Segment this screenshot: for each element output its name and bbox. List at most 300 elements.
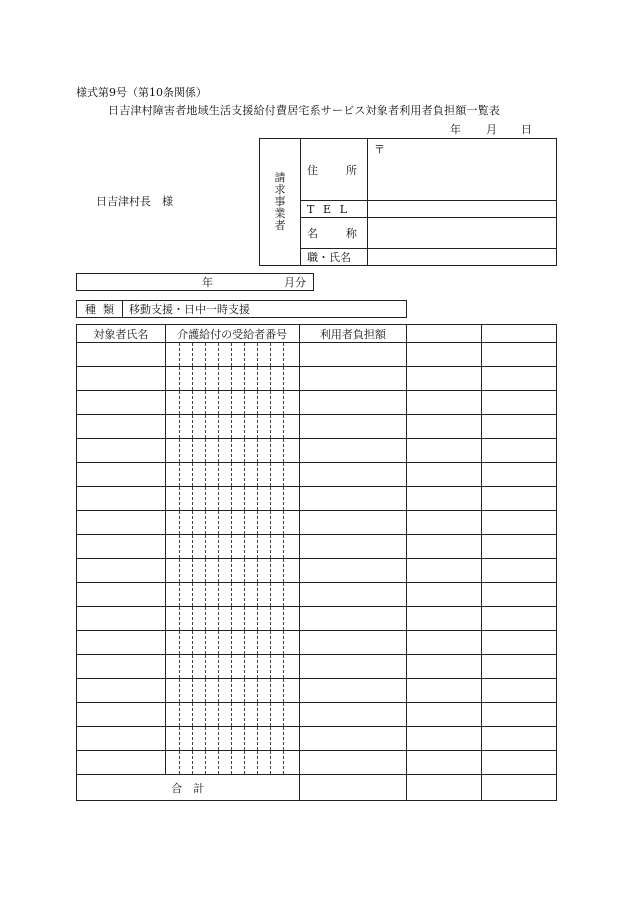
table-row	[77, 703, 557, 727]
total-row	[77, 775, 557, 801]
extra-cell-1[interactable]	[407, 439, 482, 463]
document-title: 日吉津村障害者地域生活支援給付費居宅系サービス対象者利用者負担額一覧表	[108, 104, 500, 117]
digit-separator	[218, 583, 219, 606]
digit-separator	[283, 655, 284, 678]
digit-separator	[205, 487, 206, 510]
recipient-number-cell[interactable]	[165, 367, 299, 391]
digit-separator	[205, 679, 206, 702]
extra-cell-2[interactable]	[482, 343, 557, 367]
digit-separator	[192, 343, 193, 366]
digit-separator	[218, 391, 219, 414]
digit-separator	[205, 727, 206, 750]
name-cell[interactable]	[77, 607, 166, 631]
digit-separator	[231, 727, 232, 750]
digit-separator	[257, 535, 258, 558]
digit-separator	[218, 343, 219, 366]
extra-cell-2[interactable]	[482, 511, 557, 535]
total-extra-cell-2[interactable]	[482, 775, 557, 801]
date-year-label: 年	[450, 123, 461, 136]
tel-label: T E L	[301, 201, 368, 217]
digit-separator	[257, 607, 258, 630]
extra-cell-1[interactable]	[407, 583, 482, 607]
digit-separator	[231, 415, 232, 438]
burden-amount-cell[interactable]	[299, 703, 407, 727]
recipient-number-cell[interactable]	[165, 535, 299, 559]
digit-separator	[192, 535, 193, 558]
digit-separator	[179, 727, 180, 750]
name-cell[interactable]	[77, 511, 166, 535]
digit-separator	[244, 439, 245, 462]
name-cell[interactable]	[77, 655, 166, 679]
col-header-extra-2	[482, 325, 557, 343]
table-row	[77, 367, 557, 391]
extra-cell-1[interactable]	[407, 727, 482, 751]
table-row	[77, 535, 557, 559]
burden-amount-cell[interactable]	[299, 679, 407, 703]
digit-separator	[270, 751, 271, 774]
digit-separator	[257, 727, 258, 750]
digit-separator	[270, 367, 271, 390]
digit-separator	[270, 535, 271, 558]
extra-cell-2[interactable]	[482, 439, 557, 463]
table-row	[77, 727, 557, 751]
digit-separator	[218, 535, 219, 558]
digit-separator	[218, 751, 219, 774]
extra-cell-1[interactable]	[407, 679, 482, 703]
digit-separator	[270, 487, 271, 510]
service-type-label: 種 類	[77, 301, 123, 317]
extra-cell-2[interactable]	[482, 487, 557, 511]
recipient-number-cell[interactable]	[165, 655, 299, 679]
digit-separator	[231, 463, 232, 486]
position-field[interactable]	[368, 248, 557, 265]
digit-separator	[179, 631, 180, 654]
digit-separator	[270, 559, 271, 582]
digit-separator	[283, 343, 284, 366]
date-day-label: 日	[521, 123, 532, 136]
digit-separator	[218, 439, 219, 462]
digit-separator	[270, 463, 271, 486]
digit-separator	[231, 607, 232, 630]
digit-separator	[192, 487, 193, 510]
table-row	[77, 439, 557, 463]
digit-separator	[283, 415, 284, 438]
extra-cell-2[interactable]	[482, 367, 557, 391]
digit-separator	[270, 511, 271, 534]
extra-cell-1[interactable]	[407, 367, 482, 391]
burden-amount-cell[interactable]	[299, 463, 407, 487]
digit-separator	[192, 511, 193, 534]
extra-cell-2[interactable]	[482, 607, 557, 631]
burden-amount-cell[interactable]	[299, 559, 407, 583]
digit-separator	[231, 631, 232, 654]
extra-cell-2[interactable]	[482, 535, 557, 559]
extra-cell-2[interactable]	[482, 463, 557, 487]
digit-separator	[218, 559, 219, 582]
name-cell[interactable]	[77, 559, 166, 583]
name-cell[interactable]	[77, 439, 166, 463]
digit-separator	[179, 511, 180, 534]
postal-mark: 〒	[374, 143, 385, 156]
col-header-recipient-number: 介護給付の受給者番号	[165, 325, 299, 343]
digit-separator	[192, 727, 193, 750]
digit-separator	[283, 679, 284, 702]
total-extra-cell-1[interactable]	[407, 775, 482, 801]
name-cell[interactable]	[77, 487, 166, 511]
digit-separator	[192, 703, 193, 726]
digit-separator	[283, 703, 284, 726]
digit-separator	[218, 655, 219, 678]
recipient-number-cell[interactable]	[165, 559, 299, 583]
digit-separator	[231, 535, 232, 558]
digit-separator	[179, 655, 180, 678]
digit-separator	[218, 511, 219, 534]
digit-separator	[283, 751, 284, 774]
position-label: 職・氏名	[301, 248, 368, 265]
digit-separator	[257, 415, 258, 438]
digit-separator	[257, 703, 258, 726]
digit-separator	[244, 511, 245, 534]
digit-separator	[179, 679, 180, 702]
digit-separator	[270, 727, 271, 750]
digit-separator	[283, 535, 284, 558]
digit-separator	[283, 391, 284, 414]
form-id: 様式第9号（第10条関係）	[76, 86, 207, 99]
name-cell[interactable]	[77, 415, 166, 439]
digit-separator	[179, 391, 180, 414]
digit-separator	[218, 367, 219, 390]
digit-separator	[244, 679, 245, 702]
digit-separator	[231, 391, 232, 414]
burden-amount-cell[interactable]	[299, 415, 407, 439]
burden-amount-cell[interactable]	[299, 487, 407, 511]
digit-separator	[270, 607, 271, 630]
extra-cell-1[interactable]	[407, 463, 482, 487]
burden-amount-cell[interactable]	[299, 343, 407, 367]
digit-separator	[192, 607, 193, 630]
digit-separator	[192, 391, 193, 414]
digit-separator	[283, 367, 284, 390]
extra-cell-2[interactable]	[482, 559, 557, 583]
name-cell[interactable]	[77, 751, 166, 775]
table-row	[77, 415, 557, 439]
digit-separator	[231, 703, 232, 726]
digit-separator	[270, 415, 271, 438]
recipient-number-cell[interactable]	[165, 679, 299, 703]
digit-separator	[192, 463, 193, 486]
digit-separator	[257, 511, 258, 534]
digit-separator	[205, 535, 206, 558]
burden-amount-cell[interactable]	[299, 607, 407, 631]
digit-separator	[244, 487, 245, 510]
recipient-number-cell[interactable]	[165, 631, 299, 655]
recipient-number-cell[interactable]	[165, 391, 299, 415]
recipient-number-cell[interactable]	[165, 607, 299, 631]
recipient-number-cell[interactable]	[165, 511, 299, 535]
digit-separator	[231, 487, 232, 510]
digit-separator	[244, 463, 245, 486]
digit-separator	[205, 511, 206, 534]
digit-separator	[270, 655, 271, 678]
col-header-name: 対象者氏名	[77, 325, 166, 343]
tel-field[interactable]	[368, 201, 557, 217]
digit-separator	[283, 463, 284, 486]
digit-separator	[179, 583, 180, 606]
extra-cell-1[interactable]	[407, 343, 482, 367]
digit-separator	[179, 703, 180, 726]
recipient-number-cell[interactable]	[165, 727, 299, 751]
digit-separator	[270, 439, 271, 462]
digit-separator	[270, 343, 271, 366]
digit-separator	[283, 631, 284, 654]
digit-separator	[205, 583, 206, 606]
name-cell[interactable]	[77, 391, 166, 415]
table-row	[77, 487, 557, 511]
extra-cell-2[interactable]	[482, 703, 557, 727]
table-row	[77, 463, 557, 487]
extra-cell-1[interactable]	[407, 631, 482, 655]
digit-separator	[192, 751, 193, 774]
digit-separator	[218, 679, 219, 702]
address-field[interactable]	[368, 139, 557, 201]
extra-cell-1[interactable]	[407, 655, 482, 679]
digit-separator	[257, 655, 258, 678]
extra-cell-2[interactable]	[482, 727, 557, 751]
digit-separator	[192, 415, 193, 438]
digit-separator	[257, 679, 258, 702]
name-label: 名 称	[301, 217, 368, 248]
name-cell[interactable]	[77, 535, 166, 559]
digit-separator	[257, 439, 258, 462]
digit-separator	[257, 343, 258, 366]
digit-separator	[192, 679, 193, 702]
name-field[interactable]	[368, 217, 557, 248]
digit-separator	[205, 703, 206, 726]
name-cell[interactable]	[77, 679, 166, 703]
table-row	[77, 679, 557, 703]
digit-separator	[257, 583, 258, 606]
digit-separator	[244, 727, 245, 750]
digit-separator	[283, 559, 284, 582]
table-row	[77, 583, 557, 607]
digit-separator	[244, 343, 245, 366]
period-month: 月分	[284, 276, 306, 289]
digit-separator	[205, 631, 206, 654]
extra-cell-2[interactable]	[482, 391, 557, 415]
digit-separator	[283, 607, 284, 630]
name-cell[interactable]	[77, 583, 166, 607]
digit-separator	[231, 559, 232, 582]
digit-separator	[179, 343, 180, 366]
digit-separator	[205, 343, 206, 366]
digit-separator	[192, 439, 193, 462]
col-header-burden-amount: 利用者負担額	[299, 325, 407, 343]
recipient-number-cell[interactable]	[165, 487, 299, 511]
burden-amount-cell[interactable]	[299, 727, 407, 751]
total-amount-cell[interactable]	[299, 775, 407, 801]
burden-amount-cell[interactable]	[299, 583, 407, 607]
extra-cell-1[interactable]	[407, 511, 482, 535]
burden-amount-cell[interactable]	[299, 511, 407, 535]
extra-cell-1[interactable]	[407, 751, 482, 775]
burden-table	[76, 324, 557, 801]
digit-separator	[218, 415, 219, 438]
table-row	[77, 607, 557, 631]
burden-amount-cell[interactable]	[299, 439, 407, 463]
extra-cell-1[interactable]	[407, 559, 482, 583]
extra-cell-1[interactable]	[407, 487, 482, 511]
digit-separator	[179, 535, 180, 558]
name-cell[interactable]	[77, 367, 166, 391]
table-row	[77, 655, 557, 679]
digit-separator	[244, 583, 245, 606]
digit-separator	[244, 559, 245, 582]
digit-separator	[257, 487, 258, 510]
burden-amount-cell[interactable]	[299, 535, 407, 559]
extra-cell-2[interactable]	[482, 655, 557, 679]
service-type-box	[76, 300, 407, 318]
digit-separator	[283, 511, 284, 534]
digit-separator	[270, 703, 271, 726]
extra-cell-2[interactable]	[482, 583, 557, 607]
digit-separator	[257, 367, 258, 390]
extra-cell-2[interactable]	[482, 631, 557, 655]
digit-separator	[283, 583, 284, 606]
digit-separator	[244, 631, 245, 654]
digit-separator	[244, 535, 245, 558]
table-row	[77, 631, 557, 655]
applicant-vertical-label: 請 求 事 業 者	[260, 139, 301, 266]
digit-separator	[270, 583, 271, 606]
digit-separator	[270, 631, 271, 654]
digit-separator	[270, 679, 271, 702]
recipient-number-cell[interactable]	[165, 415, 299, 439]
burden-amount-cell[interactable]	[299, 631, 407, 655]
period-box[interactable]	[76, 273, 314, 291]
digit-separator	[205, 655, 206, 678]
extra-cell-1[interactable]	[407, 607, 482, 631]
digit-separator	[257, 631, 258, 654]
digit-separator	[283, 439, 284, 462]
period-year: 年	[202, 276, 213, 289]
digit-separator	[244, 607, 245, 630]
extra-cell-1[interactable]	[407, 535, 482, 559]
extra-cell-1[interactable]	[407, 415, 482, 439]
digit-separator	[231, 511, 232, 534]
digit-separator	[179, 751, 180, 774]
table-row	[77, 559, 557, 583]
recipient-number-cell[interactable]	[165, 583, 299, 607]
digit-separator	[231, 343, 232, 366]
digit-separator	[179, 487, 180, 510]
digit-separator	[205, 367, 206, 390]
digit-separator	[231, 751, 232, 774]
digit-separator	[192, 583, 193, 606]
digit-separator	[283, 487, 284, 510]
digit-separator	[231, 655, 232, 678]
digit-separator	[231, 439, 232, 462]
service-type-value: 移動支援・日中一時支援	[129, 303, 250, 316]
col-header-extra-1	[407, 325, 482, 343]
digit-separator	[179, 463, 180, 486]
extra-cell-1[interactable]	[407, 703, 482, 727]
digit-separator	[218, 463, 219, 486]
digit-separator	[257, 559, 258, 582]
digit-separator	[244, 655, 245, 678]
digit-separator	[205, 751, 206, 774]
digit-separator	[205, 559, 206, 582]
date-month-label: 月	[486, 123, 497, 136]
table-header-row	[77, 325, 557, 343]
extra-cell-2[interactable]	[482, 415, 557, 439]
digit-separator	[244, 415, 245, 438]
recipient-number-cell[interactable]	[165, 343, 299, 367]
digit-separator	[231, 367, 232, 390]
digit-separator	[244, 391, 245, 414]
digit-separator	[205, 391, 206, 414]
digit-separator	[179, 415, 180, 438]
name-cell[interactable]	[77, 343, 166, 367]
digit-separator	[257, 751, 258, 774]
burden-amount-cell[interactable]	[299, 655, 407, 679]
digit-separator	[192, 655, 193, 678]
applicant-block	[259, 138, 557, 266]
name-cell[interactable]	[77, 463, 166, 487]
digit-separator	[179, 367, 180, 390]
digit-separator	[218, 607, 219, 630]
name-cell[interactable]	[77, 727, 166, 751]
addressee: 日吉津村長 様	[96, 195, 173, 208]
table-row	[77, 343, 557, 367]
recipient-number-cell[interactable]	[165, 463, 299, 487]
extra-cell-2[interactable]	[482, 751, 557, 775]
recipient-number-cell[interactable]	[165, 439, 299, 463]
burden-amount-cell[interactable]	[299, 391, 407, 415]
digit-separator	[179, 439, 180, 462]
name-cell[interactable]	[77, 631, 166, 655]
digit-separator	[192, 367, 193, 390]
digit-separator	[179, 607, 180, 630]
table-row	[77, 391, 557, 415]
digit-separator	[218, 703, 219, 726]
total-label: 合 計	[77, 775, 300, 801]
burden-amount-cell[interactable]	[299, 751, 407, 775]
digit-separator	[192, 559, 193, 582]
recipient-number-cell[interactable]	[165, 703, 299, 727]
table-row	[77, 511, 557, 535]
burden-amount-cell[interactable]	[299, 367, 407, 391]
extra-cell-1[interactable]	[407, 391, 482, 415]
digit-separator	[231, 583, 232, 606]
digit-separator	[283, 727, 284, 750]
digit-separator	[231, 679, 232, 702]
extra-cell-2[interactable]	[482, 679, 557, 703]
digit-separator	[218, 487, 219, 510]
digit-separator	[244, 703, 245, 726]
digit-separator	[192, 631, 193, 654]
digit-separator	[205, 439, 206, 462]
digit-separator	[257, 391, 258, 414]
digit-separator	[218, 631, 219, 654]
recipient-number-cell[interactable]	[165, 751, 299, 775]
digit-separator	[179, 559, 180, 582]
digit-separator	[205, 463, 206, 486]
digit-separator	[244, 751, 245, 774]
digit-separator	[270, 391, 271, 414]
digit-separator	[205, 415, 206, 438]
name-cell[interactable]	[77, 703, 166, 727]
address-label: 住 所	[301, 139, 368, 201]
